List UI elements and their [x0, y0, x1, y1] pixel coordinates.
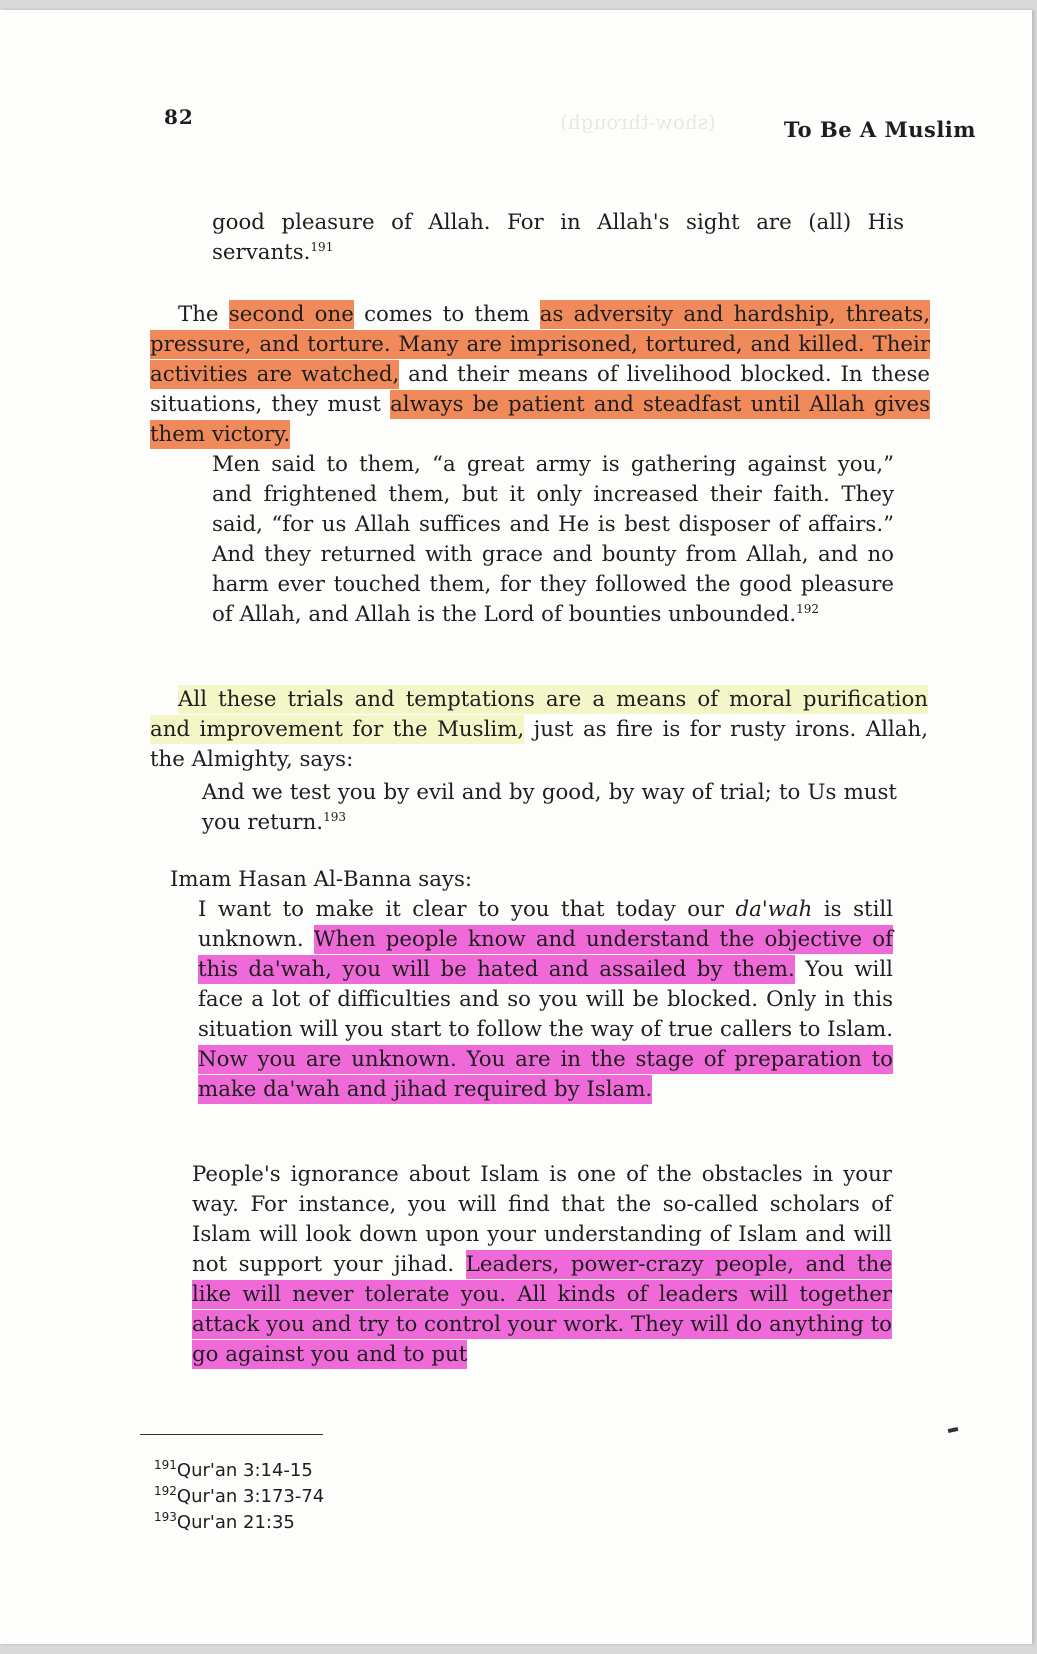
- quote-body: And we test you by evil and by good, by way of trial; to Us must you return.: [202, 780, 897, 835]
- quote-text: [202, 778, 897, 838]
- paragraph-continuation: [150, 208, 980, 268]
- quote-block-2: [150, 778, 980, 838]
- paragraph-text: [192, 1160, 892, 1370]
- footnote-text: Qur'an 3:173-74: [176, 1486, 325, 1507]
- paragraph-text: Imam Hasan Al-Banna says:: [170, 867, 473, 892]
- paragraph-ignorance: [150, 1160, 980, 1370]
- text-segment: is still unknown.: [198, 897, 894, 952]
- italic-term: da'wah: [735, 897, 813, 922]
- quote-text: good pleasure of Allah. For in Allah's sight are (all) His servants.: [212, 210, 904, 265]
- paragraph-trials: [150, 685, 928, 775]
- footnote-text: Qur'an 3:14-15: [176, 1460, 313, 1481]
- text-segment: The: [178, 302, 229, 327]
- footnote: [154, 1458, 324, 1484]
- orange-highlight: second one: [228, 302, 354, 327]
- pink-highlight: Now you are unknown. You are in the stage of preparation to make da'wah and jihad required by Islam.: [198, 1047, 893, 1102]
- pink-highlight: When people know and understand the objective of this da'wah, you will be hated and assailed by them.: [198, 927, 893, 982]
- text-segment: You will face a lot of difficulties and so you will be blocked. Only in this situation will you start to follow the way of true callers to Islam.: [198, 957, 893, 1042]
- text-segment: just as fire is for rusty irons. Allah, the Almighty, says:: [150, 717, 928, 772]
- footnote-ref: 191: [310, 239, 334, 254]
- pink-highlight: Leaders, power-crazy people, and the like will never tolerate you. All kinds of leaders will together attack you and try to control your work. They will do anything to go against you and to put: [192, 1252, 892, 1367]
- book-page: [0, 10, 1032, 1644]
- quote-text: [212, 450, 894, 630]
- orange-highlight: as adversity and hardship, threats, pressure, and torture. Many are imprisoned, tortured, and killed. Their activities are watched,: [150, 302, 930, 387]
- quote-body: Men said to them, “a great army is gathering against you,” and frightened them, but it only increased their faith. They said, “for us Allah suffices and He is best disposer of affairs.” And they returned with grace and bounty from Allah, and no harm ever touched them, for they followed the good pleasure of Allah, and Allah is the Lord of bounties unbounded.: [212, 452, 894, 627]
- footnote-number: 192: [154, 1484, 177, 1498]
- footnote-text: Qur'an 21:35: [176, 1512, 295, 1533]
- text-segment: comes to them: [353, 302, 540, 327]
- footnote-divider: [140, 1434, 323, 1435]
- paragraph-imam: [150, 865, 980, 895]
- quote-continuation: [212, 208, 904, 268]
- paragraph-text: [150, 685, 928, 775]
- pen-mark: [948, 1427, 959, 1433]
- footnote: [154, 1484, 324, 1510]
- quote-block-3: [150, 895, 980, 1105]
- yellow-highlight: All these trials and temptations are a means of moral purification and improvement for the Muslim,: [150, 687, 928, 742]
- bleed-through-text: (show-through): [560, 110, 716, 134]
- footnotes: [154, 1458, 324, 1536]
- quote-block-1: [150, 450, 980, 630]
- quote-text: [198, 895, 893, 1105]
- footnote-number: 191: [154, 1458, 177, 1472]
- footnote-ref: 192: [796, 601, 820, 616]
- page-number: 82: [164, 105, 194, 129]
- orange-highlight: always be patient and steadfast until Allah gives them victory.: [150, 392, 931, 447]
- text-segment: People's ignorance about Islam is one of the obstacles in your way. For instance, you will find that the so-called scholars of Islam will look down upon your understanding of Islam and will not support your jihad.: [192, 1162, 892, 1277]
- footnote: [154, 1510, 324, 1536]
- paragraph-text: [150, 300, 930, 450]
- text-segment: I want to make it clear to you that today our: [198, 897, 736, 922]
- text-segment: and their means of livelihood blocked. In these situations, they must: [150, 362, 930, 417]
- footnote-number: 193: [154, 1510, 177, 1524]
- running-title: To Be A Muslim: [783, 117, 976, 142]
- paragraph-adversity: [150, 300, 930, 450]
- footnote-ref: 193: [323, 809, 346, 824]
